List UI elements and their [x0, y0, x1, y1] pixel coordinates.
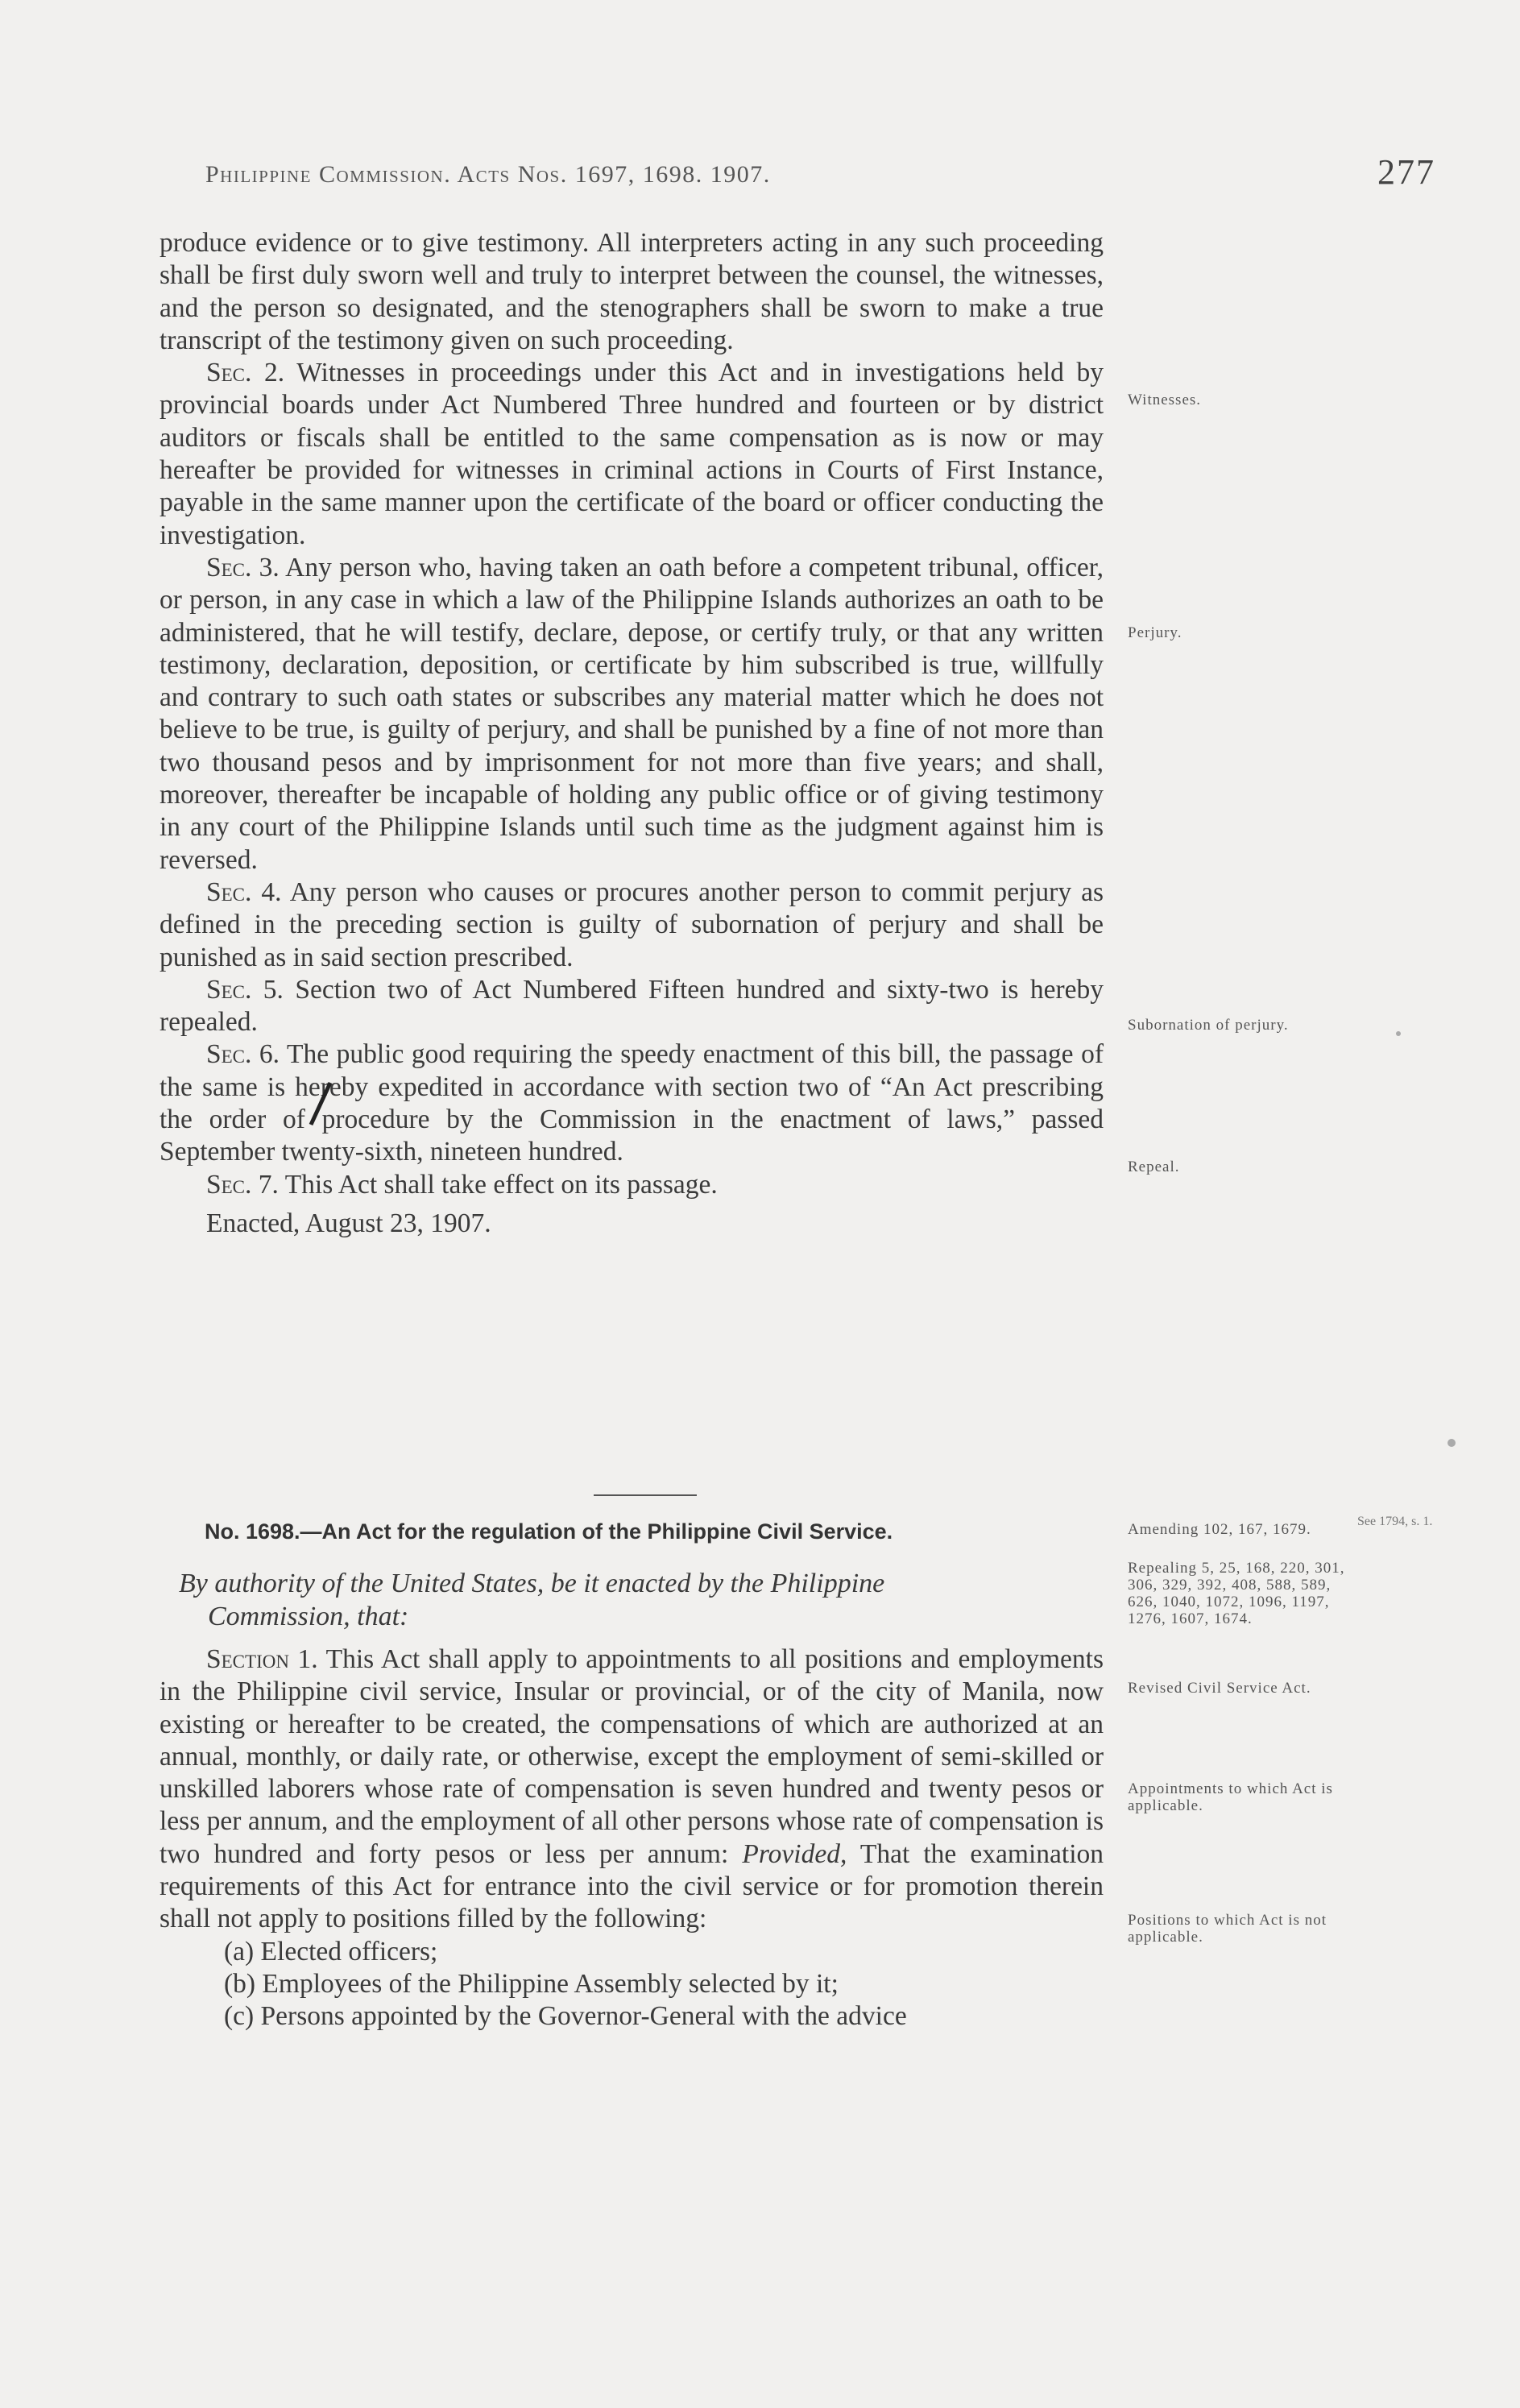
section-text: Witnesses in proceedings under this Act and in investigations held by provincial boards under Act Numbered Three hundred and fourteen or by district auditors or fiscals shall be entitled to the same compensation as is now or may hereafter be provided for witnesses in criminal actions in Courts of First Instance, payable in the same manner upon the certificate of the board or officer conducting the investigation. — [159, 358, 1104, 550]
paper-speck — [1448, 1439, 1456, 1447]
section-text: The public good requiring the speedy enactment of this bill, the passage of the same is hereby expedited in accordance with section two of “An Act prescribing the order of procedure by the Commission in the enactment of laws,” passed September twenty-sixth, nineteen hundred. — [159, 1039, 1104, 1167]
section-3 — [159, 552, 1104, 877]
exemption-list — [159, 1936, 1104, 2033]
section-text: Any person who, having taken an oath before a competent tribunal, officer, or person, in any case in which a law of the Philippine Islands authorizes an oath to be administered, that he will testify, declare, depose, or certify truly, or that any written testimony, declaration, deposition, or certificate by him subscribed is true, willfully and contrary to such oath states or subscribes any material matter which he does not believe to be true, is guilty of perjury, and shall be punished by a fine of not more than two thousand pesos and by imprisonment for not more than five years; and shall, moreover, thereafter be incapable of holding any public office or of giving testimony in any court of the Philippine Islands until such time as the judgment against him is reversed. — [159, 552, 1104, 875]
section-5 — [159, 974, 1104, 1039]
margin-note-see: See 1794, s. 1. — [1357, 1515, 1433, 1528]
margin-note-positions: Positions to which Act is not applicable. — [1128, 1912, 1327, 1946]
act-1698-title: No. 1698.—An Act for the regulation of the Philippine Civil Service. — [205, 1519, 893, 1544]
running-header: Philippine Commission. Acts Nos. 1697, 1698. 1907. — [205, 161, 771, 188]
section-divider — [594, 1494, 697, 1496]
list-item: (b) Employees of the Philippine Assembly selected by it; — [224, 1968, 839, 1999]
margin-note-repealing: Repealing 5, 25, 168, 220, 301, 306, 329, 392, 408, 588, 589, 626, 1040, 1072, 1096, 1197, 1276, 1607, 1674. — [1128, 1560, 1345, 1627]
section-label: Sec. 3. — [206, 552, 280, 582]
margin-note-subornation: Subornation of perjury. — [1128, 1017, 1289, 1034]
section-label: Sec. 6. — [206, 1039, 280, 1070]
paragraph-continuation: produce evidence or to give testimony. All interpreters acting in any such proceeding shall be first duly sworn well and truly to interpret between the counsel, the witnesses, and the person so designated, and the stenographers shall be sworn to make a true transcript of the testimony given on such proceeding. — [159, 228, 1104, 355]
enacting-clause-line1: By authority of the United States, be it enacted by the Philippine — [179, 1569, 885, 1598]
margin-note-revised: Revised Civil Service Act. — [1128, 1680, 1311, 1697]
section-label: Section 1. — [206, 1644, 318, 1674]
list-item: (a) Elected officers; — [224, 1936, 438, 1967]
section-6 — [159, 1038, 1104, 1168]
act-1697-body — [159, 227, 1104, 1240]
section-text: Section two of Act Numbered Fifteen hundred and sixty-two is hereby repealed. — [159, 974, 1104, 1038]
provided-keyword: Provided, — [742, 1838, 847, 1869]
page-number: 277 — [1377, 152, 1435, 192]
section-label: Sec. 7. — [206, 1169, 279, 1200]
act-1698-body — [159, 1643, 1104, 2033]
section-text: Any person who causes or procures another person to commit perjury as defined in the preceding section is guilty of subornation of perjury and shall be punished as in said section prescribed. — [159, 877, 1104, 972]
enacted-date: Enacted, August 23, 1907. — [206, 1208, 491, 1238]
margin-note-appointments: Appointments to which Act is applicable. — [1128, 1780, 1333, 1814]
paper-speck — [1396, 1031, 1401, 1036]
enacting-clause-line2: Commission, that: — [208, 1602, 409, 1631]
enacting-clause — [179, 1567, 1105, 1633]
pen-mark-icon — [306, 1080, 338, 1128]
margin-note-repeal: Repeal. — [1128, 1158, 1180, 1175]
section-text: This Act shall take effect on its passage. — [284, 1169, 718, 1200]
section-2 — [159, 357, 1104, 552]
section-7 — [159, 1169, 1104, 1201]
margin-note-witnesses: Witnesses. — [1128, 392, 1202, 408]
section-label: Sec. 5. — [206, 974, 284, 1005]
section-4 — [159, 877, 1104, 974]
section-text-continued: That the examination requirements of this Act for entrance into the civil service or for promotion therein shall not apply to positions filled by the following: — [159, 1838, 1104, 1934]
section-label: Sec. 2. — [206, 358, 285, 388]
margin-note-amending: Amending 102, 167, 1679. — [1128, 1521, 1311, 1538]
section-label: Sec. 4. — [206, 877, 282, 907]
section-1 — [159, 1643, 1104, 1936]
margin-note-perjury: Perjury. — [1128, 624, 1182, 641]
section-text: This Act shall apply to appointments to all positions and employments in the Philippine civil service, Insular or provincial, or of the city of Manila, now existing or hereafter to be created, the compensations of which are authorized at an annual, monthly, or daily rate, or otherwise, except the employment of semi-skilled or unskilled laborers whose rate of compensation is seven hundred and twenty pesos or less per annum, and the employment of all other persons whose rate of compensation is two hundred and forty pesos or less per annum: — [159, 1644, 1104, 1869]
list-item: (c) Persons appointed by the Governor-General with the advice — [224, 2001, 907, 2032]
